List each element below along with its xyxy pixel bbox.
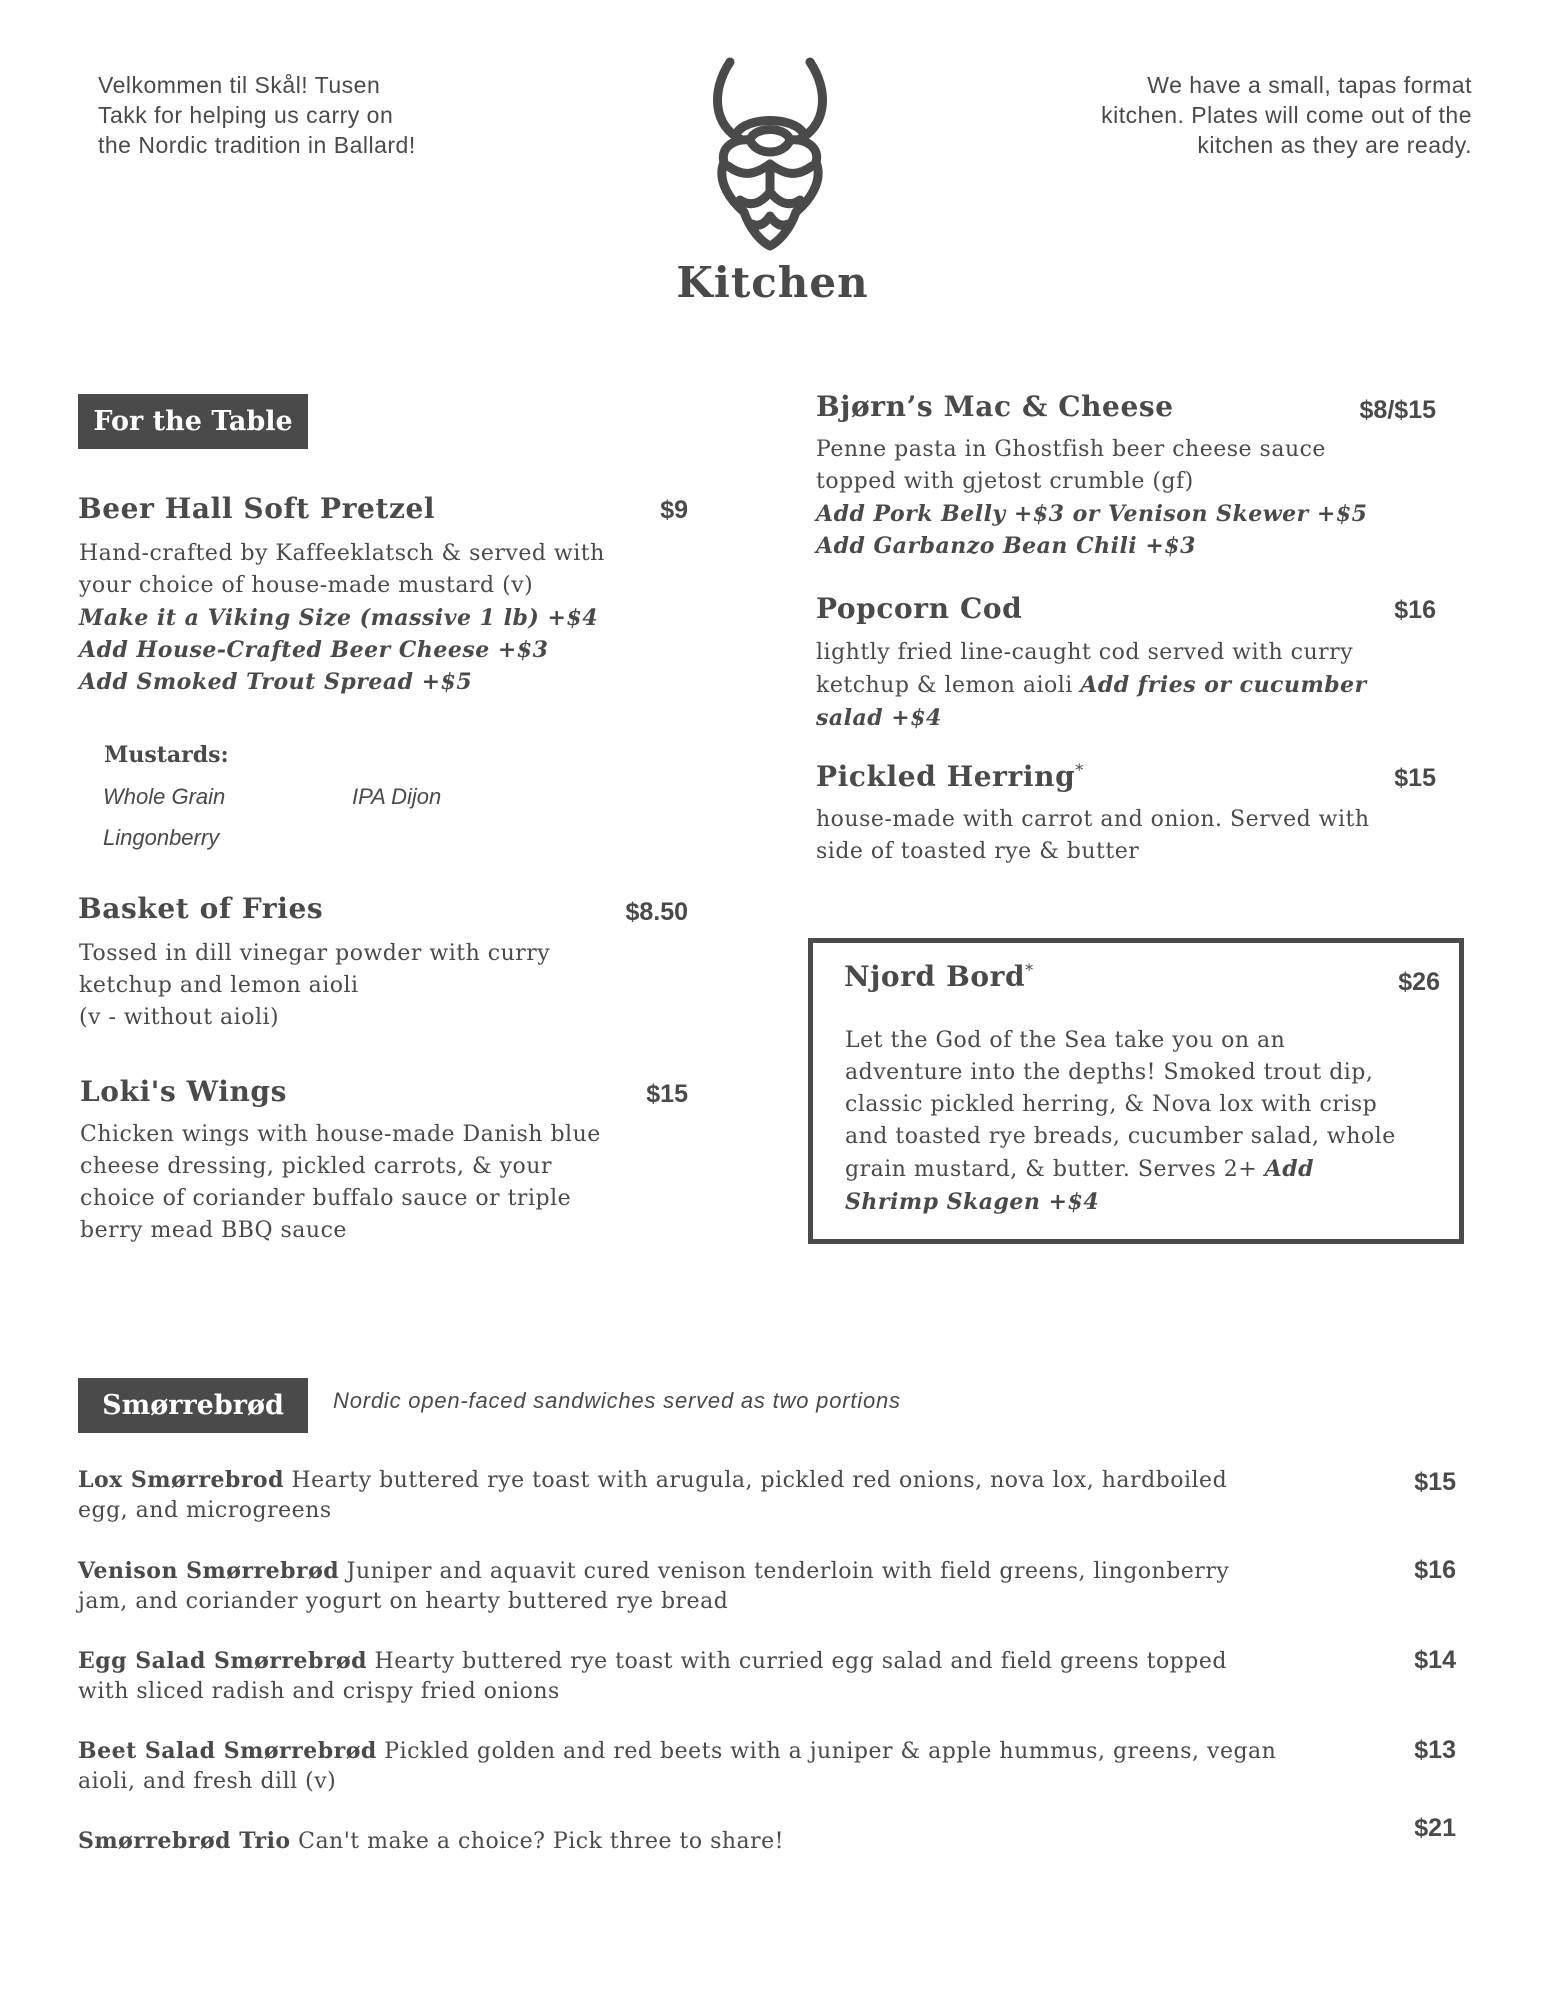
mac-addon-chili: Add Garbanzo Bean Chili +$3 [816, 533, 1196, 559]
item-desc-mac-cheese [816, 434, 1406, 562]
pretzel-addon-viking: Make it a Viking Size (massive 1 lb) +$4 [79, 605, 599, 631]
smor-price: $16 [1414, 1556, 1456, 1584]
price-njord-bord: $26 [1398, 968, 1440, 996]
item-desc-wings: Chicken wings with house-made Danish blue cheese dressing, pickled carrots, & your choice of coriander buffalo sauce or triple berry mead BBQ sauce [80, 1122, 601, 1243]
smor-price: $14 [1414, 1646, 1456, 1674]
item-desc-popcorn-cod [816, 637, 1376, 735]
item-title-popcorn-cod: Popcorn Cod [816, 592, 1023, 625]
cod-description: lightly fried line-caught cod served with curry ketchup & lemon aioli [816, 640, 1354, 698]
mustard-lingonberry: Lingonberry [103, 825, 220, 850]
page-title: Kitchen [676, 258, 869, 307]
herring-name: Pickled Herring [816, 760, 1076, 793]
price-mac-cheese: $8/$15 [1359, 396, 1436, 424]
smor-desc: Juniper and aquavit cured venison tenderloin with field greens, lingonberry jam, and coriander yogurt on hearty buttered rye bread [78, 1559, 1230, 1614]
list-item [78, 1556, 1278, 1617]
pretzel-addon-trout: Add Smoked Trout Spread +$5 [79, 669, 473, 695]
mac-description: Penne pasta in Ghostfish beer cheese sauce topped with gjetost crumble (gf) [816, 437, 1326, 494]
smor-desc: Hearty buttered rye toast with curried egg salad and field greens topped with sliced radish and crispy fried onions [78, 1649, 1227, 1704]
fries-description: Tossed in dill vinegar powder with curry ketchup and lemon aioli [79, 941, 551, 998]
list-item [78, 1646, 1278, 1707]
cod-addon: Add fries or cucumber salad +$4 [816, 672, 1367, 731]
njord-description: Let the God of the Sea take you on an adventure into the depths! Smoked trout dip, classic pickled herring, & Nova lox with crisp and toasted rye breads, cucumber salad, whole grain mustard, & butter. Serves 2+ [845, 1028, 1396, 1182]
section-label-smorrebrod: Smørrebrød [78, 1378, 308, 1433]
item-title-njord-bord [844, 960, 1034, 993]
pretzel-addon-cheese: Add House-Crafted Beer Cheese +$3 [79, 637, 549, 663]
item-desc-njord-bord [845, 1025, 1405, 1219]
smor-price: $13 [1414, 1736, 1456, 1764]
mac-addon-pork-venison: Add Pork Belly +$3 or Venison Skewer +$5 [816, 501, 1368, 527]
item-desc-fries [79, 938, 599, 1034]
smor-desc: Pickled golden and red beets with a juniper & apple hummus, greens, vegan aioli, and fresh dill (v) [78, 1739, 1277, 1794]
njord-asterisk: * [1025, 960, 1034, 980]
price-popcorn-cod: $16 [1394, 596, 1436, 624]
kitchen-notice: We have a small, tapas format kitchen. Plates will come out of the kitchen as they are ready. [1101, 72, 1472, 158]
item-desc-pickled-herring: house-made with carrot and onion. Served with side of toasted rye & butter [816, 807, 1370, 864]
smor-name: Lox Smørrebrod [78, 1467, 284, 1493]
smor-name: Venison Smørrebrød [78, 1558, 340, 1584]
pretzel-description: Hand-crafted by Kaffeeklatsch & served with your choice of house-made mustard (v) [79, 541, 605, 598]
welcome-text: Velkommen til Skål! Tusen Takk for helping us carry on the Nordic tradition in Ballard! [98, 72, 416, 158]
section-label-for-the-table: For the Table [78, 394, 308, 449]
viking-hop-icon [700, 52, 840, 252]
smor-name: Egg Salad Smørrebrød [78, 1648, 368, 1674]
njord-addon: Add Shrimp Skagen +$4 [845, 1156, 1315, 1215]
item-title-fries: Basket of Fries [78, 892, 324, 925]
price-pickled-herring: $15 [1394, 764, 1436, 792]
smor-desc: Hearty buttered rye toast with arugula, pickled red onions, nova lox, hardboiled egg, and microgreens [78, 1468, 1228, 1523]
mustard-ipa-dijon: IPA Dijon [352, 784, 442, 809]
item-title-mac-cheese: Bjørn’s Mac & Cheese [816, 390, 1174, 423]
smor-name: Beet Salad Smørrebrød [78, 1738, 377, 1764]
smorrebrod-note: Nordic open-faced sandwiches served as two portions [333, 1388, 901, 1413]
price-wings: $15 [646, 1080, 688, 1108]
price-fries: $8.50 [625, 898, 688, 926]
fries-note: (v - without aioli) [79, 1005, 280, 1030]
smor-price: $21 [1414, 1814, 1456, 1842]
smor-desc: Can't make a choice? Pick three to share! [298, 1829, 785, 1854]
mustard-whole-grain: Whole Grain [103, 784, 226, 809]
item-desc-pretzel [79, 538, 659, 698]
item-title-pretzel: Beer Hall Soft Pretzel [78, 492, 436, 525]
item-title-wings: Loki's Wings [80, 1075, 287, 1108]
list-item [78, 1465, 1278, 1526]
item-title-pickled-herring [816, 760, 1084, 793]
herring-asterisk: * [1075, 760, 1084, 780]
njord-name: Njord Bord [844, 960, 1026, 993]
smor-name: Smørrebrød Trio [78, 1828, 291, 1854]
smor-price: $15 [1414, 1468, 1456, 1496]
list-item [78, 1826, 1278, 1857]
mustards-heading: Mustards: [104, 742, 229, 768]
list-item [78, 1736, 1278, 1797]
price-pretzel: $9 [660, 496, 688, 524]
